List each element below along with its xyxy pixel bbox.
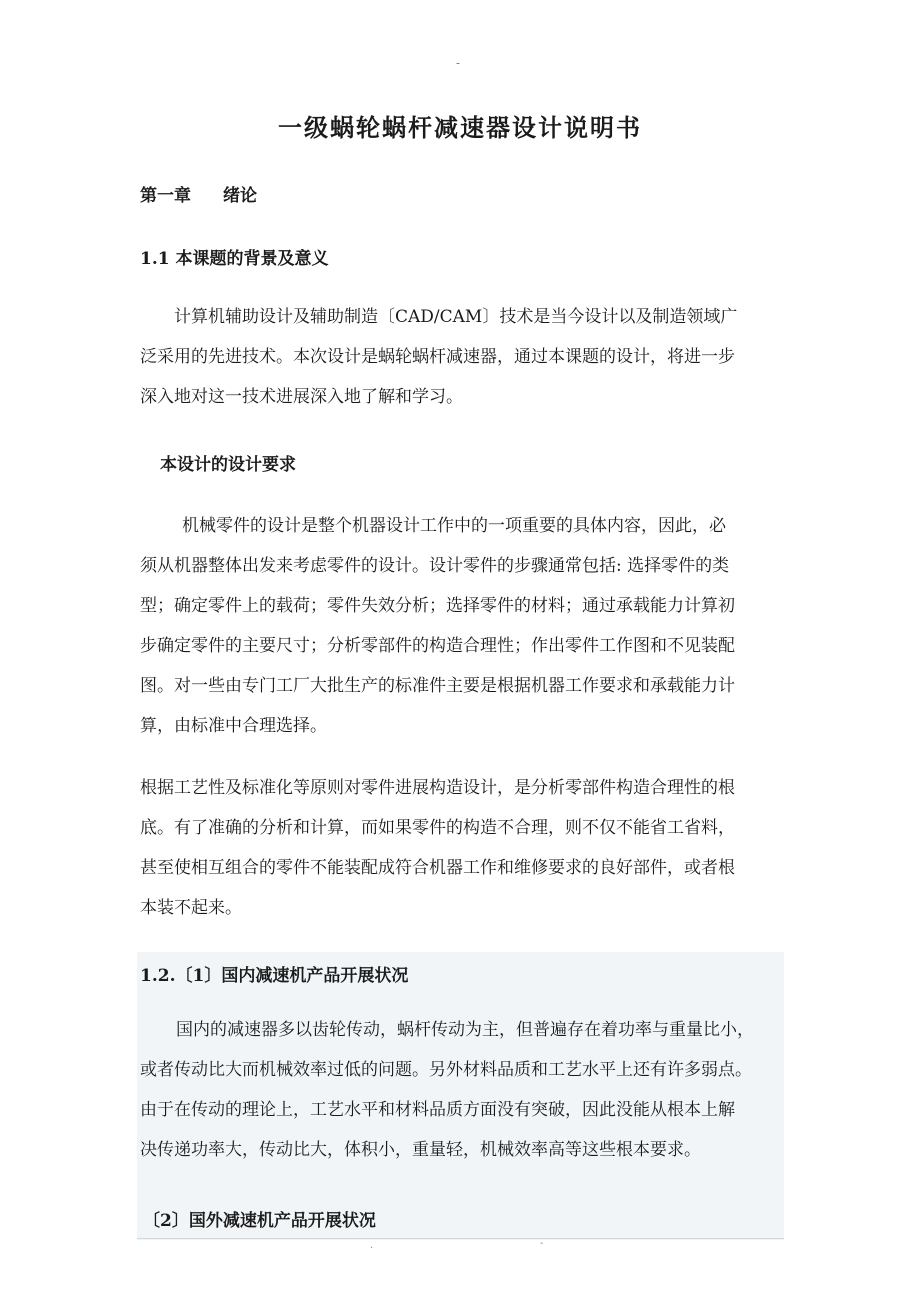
- paragraph-line: 国内的减速器多以齿轮传动，蜗杆传动为主，但普遍存在着功率与重量比小，: [176, 1020, 754, 1040]
- paragraph-line: 图。对一些由专门工厂大批生产的标准件主要是根据机器工作要求和承载能力计: [140, 676, 735, 696]
- chapter-name: 绪论: [223, 186, 257, 206]
- paragraph-line: 决传递功率大，传动比大，体积小，重量轻，机械效率高等这些根本要求。: [140, 1140, 701, 1160]
- paragraph-line: 计算机辅助设计及辅助制造〔CAD/CAM〕技术是当今设计以及制造领域广: [174, 307, 738, 327]
- footer-mark: -: [540, 1238, 544, 1249]
- page-header-mark: -: [456, 56, 461, 70]
- document-title: 一级蜗轮蜗杆减速器设计说明书: [278, 113, 642, 142]
- paragraph-line: 泛采用的先进技术。本次设计是蜗轮蜗杆减速器，通过本课题的设计，将进一步: [140, 347, 735, 367]
- paragraph-line: 底。有了准确的分析和计算，而如果零件的构造不合理，则不仅不能省工省料，: [140, 818, 735, 838]
- paragraph-line: 甚至使相互组合的零件不能装配成符合机器工作和维修要求的良好部件，或者根: [140, 858, 735, 878]
- paragraph-background: [140, 297, 737, 417]
- paragraph-line: 深入地对这一技术进展深入地了解和学习。: [140, 387, 463, 407]
- paragraph-line: 由于在传动的理论上，工艺水平和材料品质方面没有突破，因此没能从根本上解: [140, 1100, 735, 1120]
- section-heading-1-2-foreign: 〔2〕国外减速机产品开展状况: [143, 1211, 376, 1231]
- footer-mark: .: [370, 1240, 374, 1251]
- paragraph-line: 机械零件的设计是整个机器设计工作中的一项重要的具体内容，因此，必: [182, 516, 726, 536]
- section-heading-design-requirements: 本设计的设计要求: [160, 455, 296, 475]
- paragraph-design-requirements: [140, 506, 735, 746]
- footer-divider: [137, 1238, 784, 1239]
- paragraph-line: 须从机器整体出发来考虑零件的设计。设计零件的步骤通常包括: 选择零件的类: [140, 556, 730, 576]
- paragraph-line: 根据工艺性及标准化等原则对零件进展构造设计，是分析零部件构造合理性的根: [140, 778, 735, 798]
- chapter-number: 第一章: [140, 186, 191, 206]
- paragraph-domestic-status: [140, 1010, 754, 1170]
- section-heading-1-1: 1.1 本课题的背景及意义: [140, 249, 329, 269]
- paragraph-line: 步确定零件的主要尺寸；分析零部件的构造合理性；作出零件工作图和不见装配: [140, 636, 735, 656]
- paragraph-structure-design: [140, 768, 735, 928]
- chapter-heading: [140, 181, 257, 206]
- paragraph-line: 型；确定零件上的载荷；零件失效分析；选择零件的材料；通过承载能力计算初: [140, 596, 735, 616]
- section-heading-1-2-domestic: 1.2.〔1〕国内减速机产品开展状况: [140, 966, 409, 986]
- paragraph-line: 或者传动比大而机械效率过低的问题。另外材料品质和工艺水平上还有许多弱点。: [140, 1060, 752, 1080]
- paragraph-line: 本装不起来。: [140, 898, 242, 918]
- paragraph-line: 算，由标准中合理选择。: [140, 716, 327, 736]
